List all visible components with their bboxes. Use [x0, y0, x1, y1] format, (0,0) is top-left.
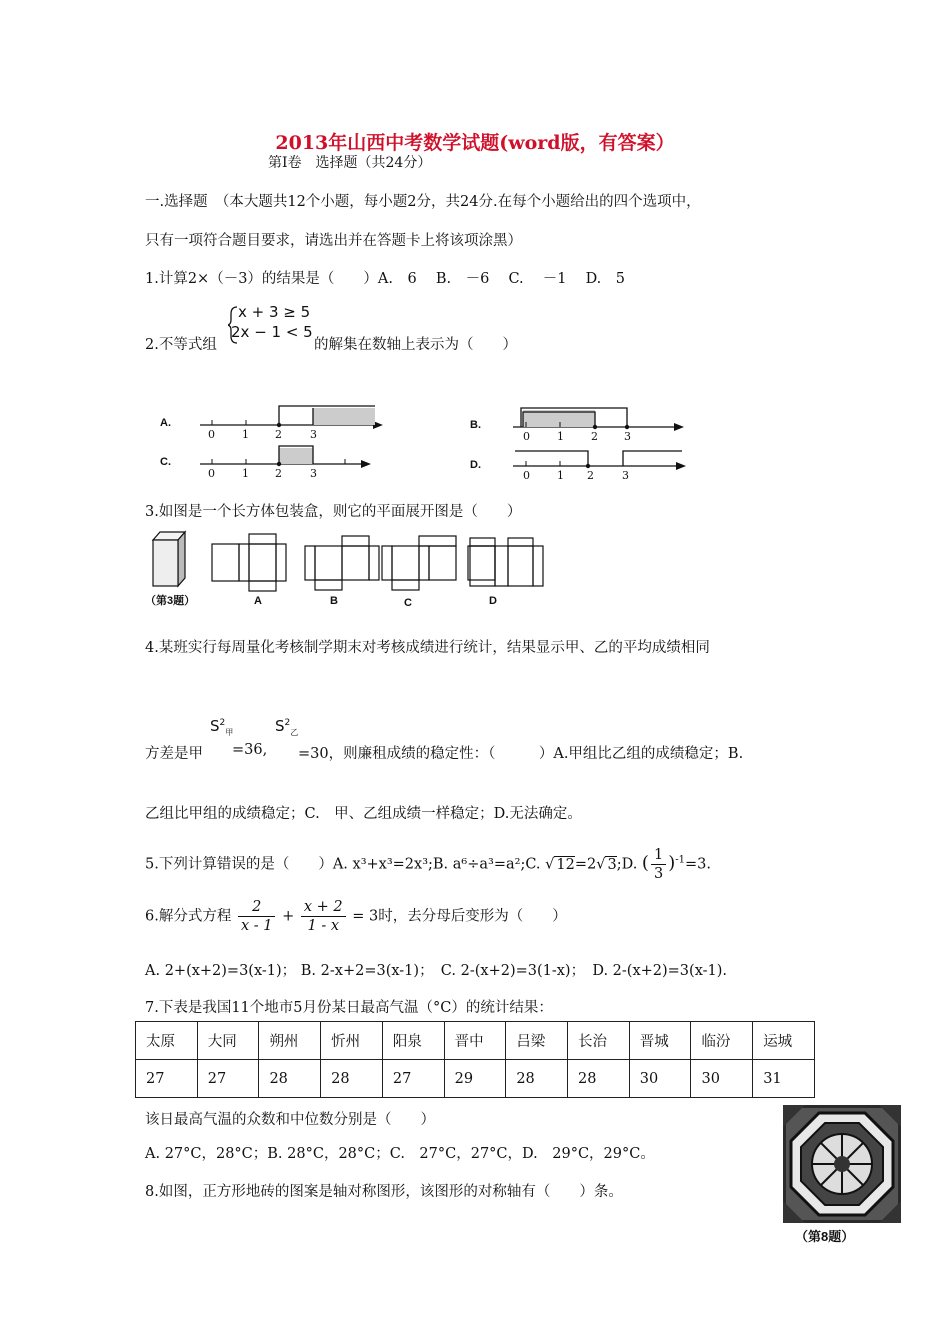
temperature-table: [135, 1021, 815, 1098]
tick-2: 2: [275, 428, 282, 441]
table-cell-temp: 27: [382, 1060, 444, 1098]
section-intro-line2: 只有一项符合题目要求，请选出并在答题卡上将该项涂黑）: [145, 233, 522, 249]
question-7-options: A. 27°C，28°C；B. 28°C，28°C；C. 27°C，27°C，D. 29°C，29°C。: [145, 1146, 655, 1162]
option-b-label: B.: [470, 419, 481, 431]
section-intro-line1: 一.选择题 （本大题共12个小题，每小题2分，共24分.在每个小题给出的四个选项中，: [145, 194, 701, 210]
table-cell-temp: 28: [568, 1060, 630, 1098]
question-2-prefix: 2.不等式组: [145, 337, 217, 353]
net-b-label: B: [330, 595, 338, 607]
table-cell-city: 临汾: [691, 1022, 753, 1060]
option-d-label: D.: [470, 459, 481, 471]
table-cell-city: 晋城: [629, 1022, 691, 1060]
table-cell-temp: 30: [691, 1060, 753, 1098]
number-line-c: [195, 442, 385, 472]
question-2-suffix: 的解集在数轴上表示为（ ）: [314, 337, 517, 353]
option-c-label: C.: [160, 456, 171, 468]
number-line-d: [510, 444, 695, 474]
table-cell-temp: 30: [629, 1060, 691, 1098]
table-cell-city: 阳泉: [382, 1022, 444, 1060]
table-cell-city: 晋中: [444, 1022, 506, 1060]
inequality-2: 2x − 1 < 5: [231, 323, 313, 341]
sqrt-icon: √: [596, 856, 606, 873]
question-6: 6.解分式方程 $\frac{2}{x - 1}$ + $\frac{x + 2}{1 - x}$ = 3时，去分母后变形为（ ）: [145, 899, 567, 934]
question-8: 8.如图，正方形地砖的图案是轴对称图形，该图形的对称轴有（ ）条。: [145, 1184, 623, 1200]
number-line-b: [510, 398, 690, 443]
question-7-question: 该日最高气温的众数和中位数分别是（ ）: [145, 1112, 435, 1128]
tick-2: 2: [275, 467, 282, 480]
tick-3: 3: [310, 428, 317, 441]
tick-3: 3: [310, 467, 317, 480]
table-cell-city: 长治: [568, 1022, 630, 1060]
variance-yi: $S^2_乙$: [275, 717, 299, 737]
variance-jia: $S^2_甲$: [210, 717, 234, 737]
question-4-line2c: =30，则廉租成绩的稳定性：（ ）A.甲组比乙组的成绩稳定；B.: [298, 746, 744, 762]
number-line-a: [195, 398, 395, 443]
question-5: 5.下列计算错误的是（ ）A. x³+x³=2x³;B. a⁶÷a³=a²;C. √ 12=2√ 3;D. ( $\frac{1}{3}$ )$^{-1}$=3.: [145, 847, 711, 882]
tick-1: 1: [242, 428, 249, 441]
question-4-line2b: =36,: [232, 742, 268, 758]
tick-0: 0: [523, 469, 530, 482]
net-d-label: D: [489, 595, 497, 607]
tick-2: 2: [591, 430, 598, 443]
tick-3: 3: [622, 469, 629, 482]
question-4-line1: 4.某班实行每周量化考核制学期末对考核成绩进行统计，结果显示甲、乙的平均成绩相同: [145, 640, 710, 656]
nets-figure: [210, 532, 500, 592]
tile-pattern-figure: [783, 1105, 901, 1223]
table-cell-temp: 27: [136, 1060, 198, 1098]
net-c-label: C: [404, 597, 412, 609]
table-cell-city: 忻州: [321, 1022, 383, 1060]
question-7: 7.下表是我国11个地市5月份某日最高气温（°C）的统计结果：: [145, 1000, 553, 1016]
table-cell-temp: 27: [197, 1060, 259, 1098]
page-title: 2013年山西中考数学试题(word版，有答案）: [275, 132, 675, 154]
sqrt-icon: √: [545, 856, 555, 873]
table-cell-temp: 28: [321, 1060, 383, 1098]
figure-3-caption: （第3题）: [145, 595, 196, 607]
net-a-label: A: [254, 595, 262, 607]
question-3: 3.如图是一个长方体包装盒，则它的平面展开图是（ ）: [145, 504, 522, 520]
table-cell-temp: 29: [444, 1060, 506, 1098]
question-1: 1.计算2×（－3）的结果是（ ）A. 6 B. －6 C. －1 D. 5: [145, 271, 626, 287]
tick-2: 2: [587, 469, 594, 482]
inequality-1: x + 3 ≥ 5: [238, 303, 311, 321]
table-cell-city: 运城: [753, 1022, 815, 1060]
question-6-options: A. 2+(x+2)=3(x-1)； B. 2-x+2=3(x-1)； C. 2-(x+2)=3(1-x)； D. 2-(x+2)=3(x-1).: [145, 963, 728, 979]
tick-0: 0: [208, 428, 215, 441]
table-cell-temp: 28: [259, 1060, 321, 1098]
tick-1: 1: [557, 430, 564, 443]
figure-8-caption: （第8题）: [795, 1229, 855, 1244]
box-figure-icon: [145, 530, 205, 592]
question-4-line3: 乙组比甲组的成绩稳定；C. 甲、乙组成绩一样稳定；D.无法确定。: [145, 806, 582, 822]
table-cell-temp: 28: [506, 1060, 568, 1098]
option-a-label: A.: [160, 417, 171, 429]
tick-3: 3: [624, 430, 631, 443]
question-4-line2a: 方差是甲: [145, 746, 203, 762]
tick-1: 1: [557, 469, 564, 482]
table-row: [136, 1022, 815, 1060]
tick-1: 1: [242, 467, 249, 480]
section-subtitle: 第Ⅰ卷 选择题（共24分）: [268, 155, 432, 171]
tick-0: 0: [208, 467, 215, 480]
table-cell-temp: 31: [753, 1060, 815, 1098]
table-row: [136, 1060, 815, 1098]
table-cell-city: 吕梁: [506, 1022, 568, 1060]
net-d-figure: [460, 536, 550, 596]
table-cell-city: 大同: [197, 1022, 259, 1060]
table-cell-city: 朔州: [259, 1022, 321, 1060]
tick-0: 0: [523, 430, 530, 443]
table-cell-city: 太原: [136, 1022, 198, 1060]
